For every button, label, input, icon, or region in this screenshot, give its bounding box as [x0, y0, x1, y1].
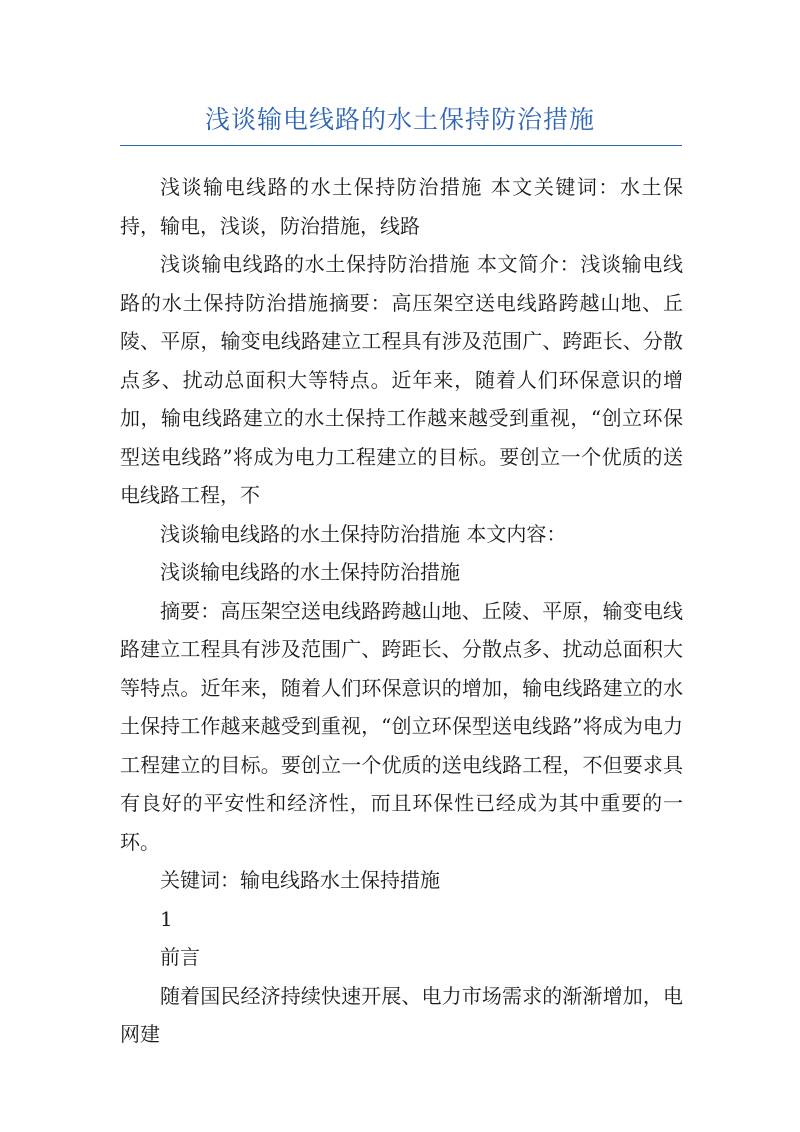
paragraph-abstract: 摘要：高压架空送电线路跨越山地、丘陵、平原，输变电线路建立工程具有涉及范围广、跨距长、分散点多、扰动总面积大等特点。近年来，随着人们环保意识的增加，输电线路建立的水土保持工作越来越受到重视，“创立环保型送电线路”将成为电力工程建立的目标。要创立一个优质的送电线路工程，不但要求具有良好的平安性和经济性，而且环保性已经成为其中重要的一环。	[120, 598, 683, 854]
paragraph-abstract-summary: 浅谈输电线路的水土保持防治措施 本文简介：浅谈输电线路的水土保持防治措施摘要：高压架空送电线路跨越山地、丘陵、平原，输变电线路建立工程具有涉及范围广、跨距长、分散点多、扰动总面积大等特点。近年来，随着人们环保意识的增加，输电线路建立的水土保持工作越来越受到重视，“创立环保型送电线路”将成为电力工程建立的目标。要创立一个优质的送电线路工程，不	[120, 252, 683, 507]
paragraph-keywords: 关键词：输电线路水土保持措施	[160, 868, 440, 892]
section-number: 1	[160, 906, 173, 931]
paragraph-content-heading: 浅谈输电线路的水土保持防治措施 本文内容：	[160, 521, 567, 546]
title-underline	[120, 145, 682, 146]
document-title: 浅谈输电线路的水土保持防治措施	[204, 105, 595, 134]
paragraph-article-title: 浅谈输电线路的水土保持防治措施	[160, 560, 460, 584]
section-heading-preface: 前言	[160, 945, 200, 969]
paragraph-preface-body: 随着国民经济持续快速开展、电力市场需求的渐渐增加，电网建	[120, 983, 683, 1046]
document-body	[120, 168, 683, 1054]
paragraph-keywords-summary: 浅谈输电线路的水土保持防治措施 本文关键词：水土保持，输电，浅谈，防治措施，线路	[120, 175, 683, 238]
